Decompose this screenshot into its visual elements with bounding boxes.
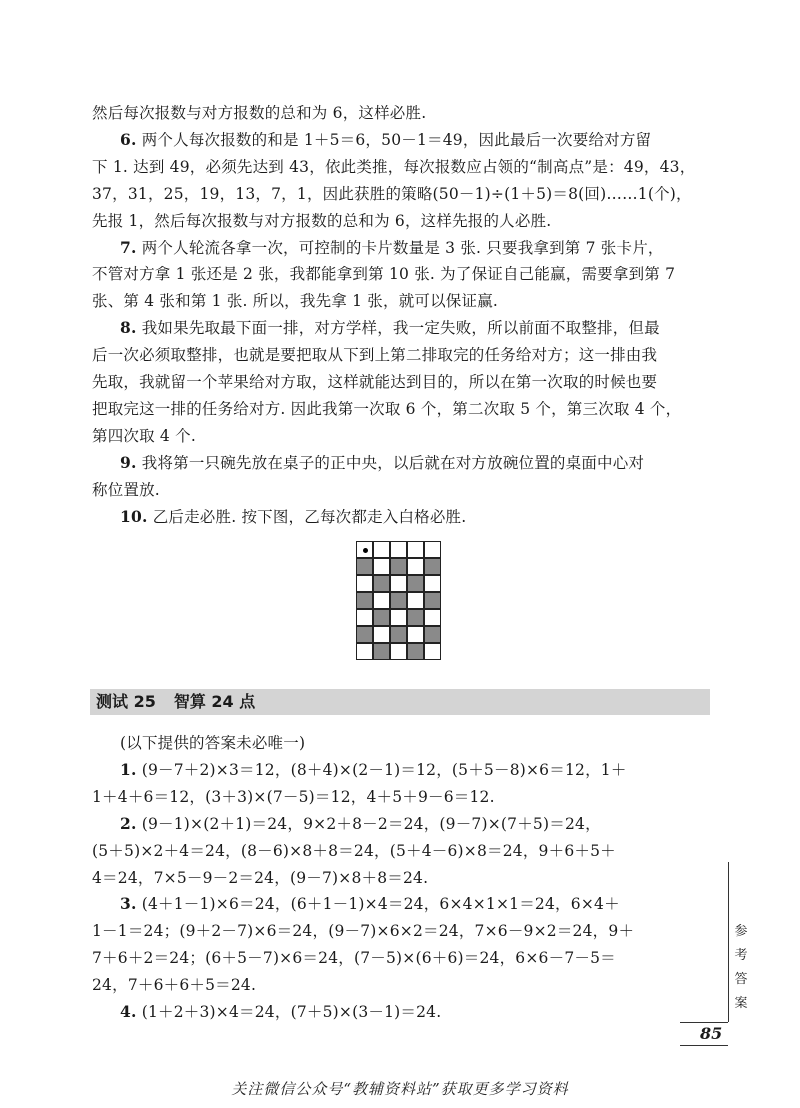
text-line: [92, 921, 712, 941]
board-cell: [356, 626, 373, 643]
line-text: (以下提供的答案未必唯一): [120, 734, 306, 752]
start-marker: [363, 548, 368, 553]
board-cell: [356, 558, 373, 575]
item-number: 2.: [120, 813, 137, 833]
board-cell: [424, 592, 441, 609]
board-cell: [390, 643, 407, 660]
section-title: [96, 692, 273, 712]
board-cell: [390, 558, 407, 575]
board-cell: [424, 626, 441, 643]
line-text: 两个人每次报数的和是 1＋5＝6，50－1＝49，因此最后一次要给对方留: [136, 130, 652, 149]
text-line: [92, 948, 712, 968]
line-text: 我将第一只碗先放在桌子的正中央，以后就在对方放碗位置的桌面中心对: [136, 453, 645, 472]
line-text: 先报 1，然后每次报数与对方报数的总和为 6，这样先报的人必胜.: [92, 211, 552, 230]
line-text: (9－1)×(2＋1)＝24，9×2＋8－2＝24，(9－7)×(7＋5)＝24，: [136, 814, 601, 833]
line-text: 把取完这一排的任务给对方. 因此我第一次取 6 个，第二次取 5 个，第三次取 4 个，: [92, 399, 682, 418]
line-text: 37，31，25，19，13，7，1，因此获胜的策略(50－1)÷(1＋5)＝8(回)……1(个)，: [92, 184, 692, 203]
text-line: [92, 399, 712, 419]
section-label: 测试 25: [96, 692, 156, 711]
board-cell: [407, 558, 424, 575]
board-cell: [373, 558, 390, 575]
item-number: 1.: [120, 759, 137, 779]
section-header: [90, 689, 710, 715]
text-line: [92, 184, 712, 204]
text-line: [120, 318, 740, 338]
board-cell: [373, 592, 390, 609]
board-cell: [390, 609, 407, 626]
board-cell: [407, 643, 424, 660]
text-line: [120, 130, 740, 150]
board-cell: [373, 609, 390, 626]
line-text: 7＋6＋2＝24；(6＋5－7)×6＝24，(7－5)×(6＋6)＝24，6×6－7－5＝: [92, 949, 616, 968]
text-line: [120, 238, 740, 258]
text-line: [92, 426, 712, 446]
text-line: [92, 264, 712, 284]
board-cell: [390, 541, 407, 558]
line-text: 1＋4＋6＝12，(3＋3)×(7－5)＝12，4＋5＋9－6＝12.: [92, 787, 495, 806]
line-text: (5＋5)×2＋4＝24，(8－6)×8＋8＝24，(5＋4－6)×8＝24，9＋6＋5＋: [92, 841, 616, 860]
item-number: 6.: [120, 129, 137, 149]
text-line: [92, 841, 712, 861]
text-line: [92, 345, 712, 365]
board-cell: [356, 592, 373, 609]
item-number: 4.: [120, 1002, 137, 1021]
board-cell: [407, 592, 424, 609]
line-text: 下 1. 达到 49，必须先达到 43，依此类推，每次报数应占领的“制高点”是：49，43，: [92, 157, 696, 176]
line-text: 两个人轮流各拿一次，可控制的卡片数量是 3 张. 只要我拿到第 7 张卡片，: [136, 238, 664, 257]
item-number: 7.: [120, 237, 137, 257]
line-text: 第四次取 4 个.: [92, 426, 196, 445]
item-number: 3.: [120, 894, 137, 914]
board-cell: [424, 558, 441, 575]
text-line: [92, 157, 712, 177]
item-number: 10.: [120, 506, 148, 526]
line-text: 后一次必须取整排，也就是要把取从下到上第二排取完的任务给对方；这一排由我: [92, 346, 658, 365]
text-line: [120, 760, 740, 780]
text-line: [120, 733, 740, 753]
text-line: [120, 814, 740, 834]
side-tab-char: 参: [734, 924, 748, 939]
board-cell: [356, 609, 373, 626]
line-text: 我如果先取最下面一排，对方学样，我一定失败，所以前面不取整排，但最: [136, 319, 660, 338]
board-cell: [407, 626, 424, 643]
line-text: 4＝24，7×5－9－2＝24，(9－7)×8＋8＝24.: [92, 868, 429, 887]
text-line: [92, 103, 712, 123]
board-cell: [424, 575, 441, 592]
page-number: 85: [700, 1024, 723, 1043]
board-cell: [407, 609, 424, 626]
side-tab-char: 案: [734, 996, 748, 1011]
board-cell: [424, 541, 441, 558]
board-cell: [390, 592, 407, 609]
text-line: [120, 1002, 740, 1022]
text-line: [120, 453, 740, 473]
line-text: 称位置放.: [92, 480, 160, 499]
line-text: 不管对方拿 1 张还是 2 张，我都能拿到第 10 张. 为了保证自己能赢，需要拿到第 7: [92, 265, 676, 284]
line-text: 先取，我就留一个苹果给对方取，这样就能达到目的，所以在第一次取的时候也要: [92, 373, 658, 391]
footer-watermark: 关注微信公众号“教辅资料站”获取更多学习资料: [231, 1080, 569, 1098]
side-tab: [730, 920, 752, 1016]
section-name: 智算 24 点: [173, 692, 256, 711]
item-number: 9.: [120, 452, 137, 472]
line-text: 24，7＋6＋6＋5＝24.: [92, 976, 257, 995]
board-cell: [390, 575, 407, 592]
line-text: 然后每次报数与对方报数的总和为 6，这样必胜.: [92, 104, 427, 122]
line-text: 乙后走必胜. 按下图，乙每次都走入白格必胜.: [147, 507, 467, 526]
board-cell: [356, 643, 373, 660]
text-line: [92, 787, 712, 807]
board-cell: [407, 541, 424, 558]
board-cell: [356, 575, 373, 592]
board-cell: [424, 643, 441, 660]
board-cell: [373, 643, 390, 660]
text-line: [92, 480, 712, 500]
board-cell: [390, 626, 407, 643]
board-cell: [373, 626, 390, 643]
text-line: [92, 211, 712, 231]
text-line: [120, 894, 740, 914]
item-number: 8.: [120, 318, 137, 338]
line-text: 1－1＝24；(9＋2－7)×6＝24，(9－7)×6×2＝24，7×6－9×2＝24，9＋: [92, 922, 635, 941]
text-line: [92, 291, 712, 311]
board-cell: [373, 575, 390, 592]
board-cell: [356, 541, 373, 558]
line-text: (1＋2＋3)×4＝24，(7＋5)×(3－1)＝24.: [136, 1003, 442, 1021]
line-text: (4＋1－1)×6＝24，(6＋1－1)×4＝24，6×4×1×1＝24，6×4＋: [136, 895, 620, 914]
text-line: [92, 372, 712, 392]
board-cell: [373, 541, 390, 558]
text-line: [120, 507, 740, 527]
side-divider: [728, 862, 729, 1022]
board-cell: [424, 609, 441, 626]
line-text: 张、第 4 张和第 1 张. 所以，我先拿 1 张，就可以保证赢.: [92, 292, 499, 311]
board-cell: [407, 575, 424, 592]
text-line: [92, 975, 712, 995]
side-tab-char: 考: [734, 948, 748, 963]
text-line: [92, 868, 712, 888]
side-tab-char: 答: [734, 972, 748, 987]
line-text: (9－7＋2)×3＝12，(8＋4)×(2－1)＝12，(5＋5－8)×6＝12，1＋: [136, 760, 627, 779]
